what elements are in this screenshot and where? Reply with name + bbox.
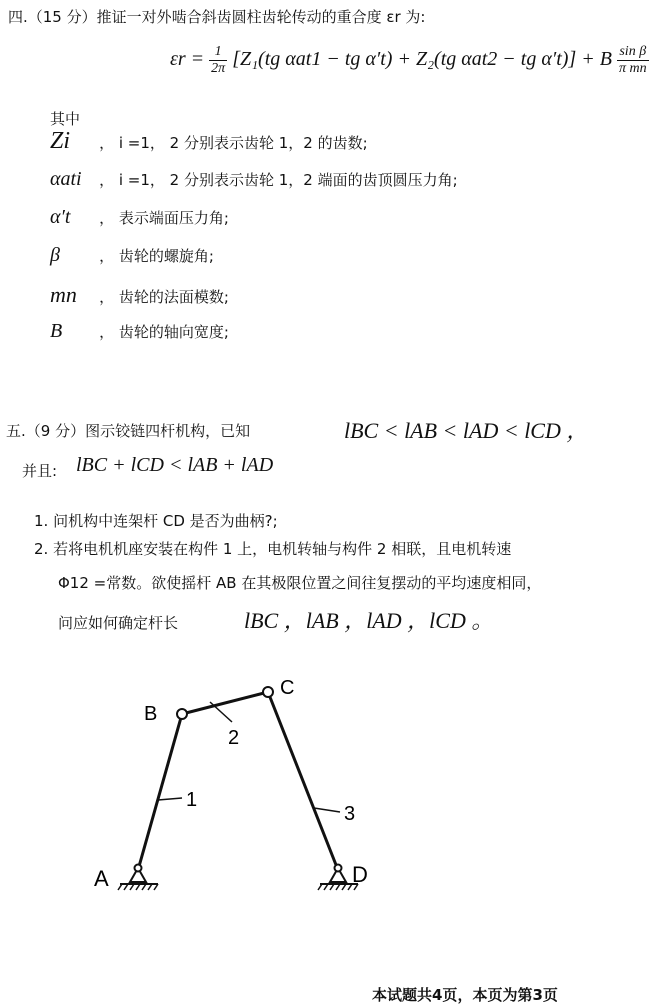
def-text: ， 齿轮的螺旋角; xyxy=(99,247,214,265)
q5-condition-2-prefix: 并且: xyxy=(22,462,58,480)
def-symbol: Zi xyxy=(50,128,71,154)
joint-c xyxy=(263,687,273,697)
formula-fraction xyxy=(209,44,227,77)
fraction2-numerator: sin β xyxy=(617,44,649,61)
def-symbol: α′t xyxy=(50,206,71,228)
link-number-1: 1 xyxy=(186,789,198,811)
where-label: 其中 xyxy=(50,110,81,128)
ground-support-a xyxy=(118,865,158,891)
link-3 xyxy=(268,692,338,870)
q5-heading: 五.（9 分）图示铰链四杆机构，已知 xyxy=(6,422,251,440)
four-bar-linkage-diagram xyxy=(0,660,657,930)
label-a: A xyxy=(94,866,109,891)
fraction-numerator: 1 xyxy=(209,44,227,61)
q4-heading: 四.（15 分）推证一对外啮合斜齿圆柱齿轮传动的重合度 εr 为: xyxy=(8,8,426,26)
def-text: ， i =1， 2 分别表示齿轮 1，2 的齿数; xyxy=(99,134,368,152)
q5-condition-2: lBC + lCD < lAB + lAD xyxy=(76,454,274,476)
link-number-3: 3 xyxy=(344,803,356,825)
def-text: ， 齿轮的轴向宽度; xyxy=(99,323,229,341)
def-row xyxy=(50,128,368,155)
link-2 xyxy=(182,692,268,714)
def-row xyxy=(50,168,458,191)
def-text: ， i =1， 2 分别表示齿轮 1，2 端面的齿顶圆压力角; xyxy=(99,171,458,189)
def-symbol: αati xyxy=(50,168,82,190)
q5-item-2-line-3: 问应如何确定杆长 xyxy=(58,614,179,632)
def-text: ， 齿轮的法面模数; xyxy=(99,288,229,306)
formula-lhs: εr = xyxy=(170,48,205,71)
page-footer: 本试题共4页，本页为第3页 xyxy=(372,986,558,1004)
q5-item-2-line-1: 2. 若将电机机座安装在构件 1 上，电机转轴与构件 2 相联，且电机转速 xyxy=(34,540,512,558)
def-text: ， 表示端面压力角; xyxy=(99,209,229,227)
def-row xyxy=(50,282,229,308)
fraction-denominator: 2π xyxy=(211,61,226,76)
def-row xyxy=(50,320,229,343)
joint-b xyxy=(177,709,187,719)
label-d: D xyxy=(352,862,368,887)
leader-3 xyxy=(314,808,340,812)
q5-item-2-vars: lBC ，lAB ，lAD ，lCD 。 xyxy=(244,608,494,633)
def-symbol: β xyxy=(50,244,60,266)
def-row xyxy=(50,244,214,267)
link-1 xyxy=(138,714,182,870)
formula-fraction-2 xyxy=(617,44,649,77)
fraction2-denominator: π mn xyxy=(618,61,647,76)
leader-1 xyxy=(158,798,182,800)
def-symbol: mn xyxy=(50,282,77,307)
q5-item-2-line-2: Φ12 =常数。欲使摇杆 AB 在其极限位置之间往复摆动的平均速度相同， xyxy=(58,574,542,592)
def-symbol: B xyxy=(50,320,63,342)
formula-body: [Z₁(tg αat1 − tg α′t) + Z₂(tg αat2 − tg α′t)] + B xyxy=(232,48,612,71)
link-number-2: 2 xyxy=(228,727,240,749)
q5-item-1: 1. 问机构中连架杆 CD 是否为曲柄?; xyxy=(34,512,278,530)
label-c: C xyxy=(280,677,295,699)
label-b: B xyxy=(144,703,158,725)
q4-formula xyxy=(170,44,649,77)
def-row xyxy=(50,206,229,229)
q5-condition-1: lBC < lAB < lAD < lCD ， xyxy=(344,418,589,443)
